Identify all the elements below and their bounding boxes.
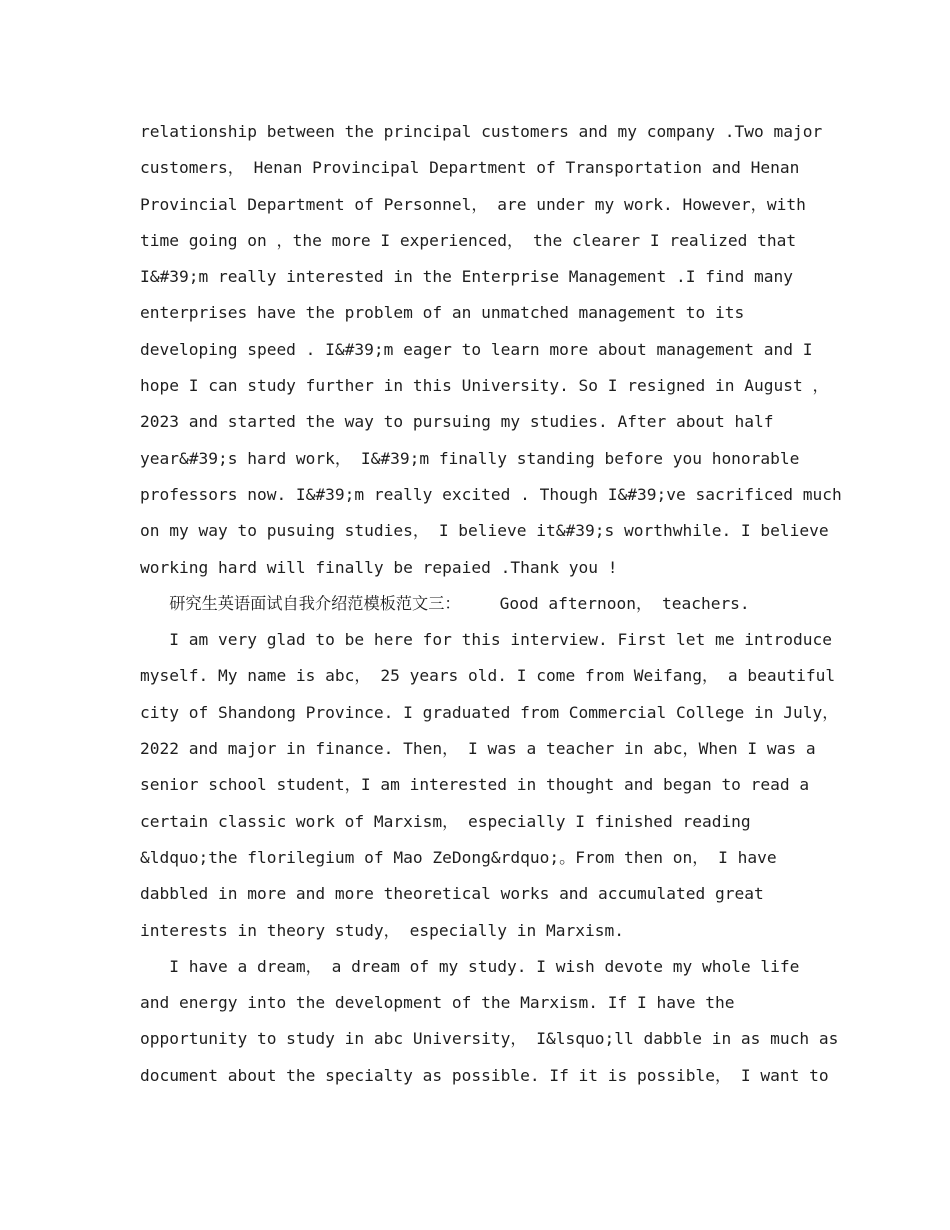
text-line: customers， Henan Provincipal Department of Transportation and Henan xyxy=(140,158,800,178)
text-line: document about the specialty as possible. If it is possible， I want to xyxy=(140,1065,829,1085)
text-line: I have a dream， a dream of my study. I wish devote my whole life xyxy=(140,956,800,976)
text-line: 2022 and major in finance. Then， I was a teacher in abc，When I was a xyxy=(140,739,816,759)
text-line: on my way to pusuing studies， I believe it&#39;s worthwhile. I believe xyxy=(140,521,829,541)
text-line: relationship between the principal customers and my company .Two major xyxy=(140,122,823,141)
text-line: professors now. I&#39;m really excited . Though I&#39;ve sacrificed much xyxy=(140,484,842,504)
text-line: hope I can study further in this University. So I resigned in August ， xyxy=(140,376,829,396)
text-line: enterprises have the problem of an unmatched management to its xyxy=(140,303,745,323)
text-line: time going on ，the more I experienced， the clearer I realized that xyxy=(140,230,797,250)
text-line: certain classic work of Marxism， especially I finished reading xyxy=(140,811,751,831)
text-line: 2023 and started the way to pursuing my studies. After about half xyxy=(140,412,774,432)
text-line: senior school student，I am interested in thought and began to read a xyxy=(140,775,810,795)
section-heading-line: 研究生英语面试自我介绍范模板范文三： Good afternoon， teachers. xyxy=(140,593,750,613)
text-line: myself. My name is abc， 25 years old. I come from Weifang， a beautiful xyxy=(140,666,836,686)
text-line: and energy into the development of the Marxism. If I have the xyxy=(140,993,735,1013)
text-line: I am very glad to be here for this interview. First let me introduce xyxy=(140,630,832,650)
text-line: &ldquo;the florilegium of Mao ZeDong&rdquo;。From then on， I have xyxy=(140,847,777,867)
text-line: dabbled in more and more theoretical works and accumulated great xyxy=(140,884,764,904)
document-body xyxy=(140,114,842,1094)
text-line: developing speed . I&#39;m eager to learn more about management and I xyxy=(140,339,813,359)
text-line: year&#39;s hard work， I&#39;m finally standing before you honorable xyxy=(140,448,800,468)
text-line: I&#39;m really interested in the Enterprise Management .I find many xyxy=(140,267,793,287)
text-line: opportunity to study in abc University， I&lsquo;ll dabble in as much as xyxy=(140,1029,839,1049)
text-line: city of Shandong Province. I graduated from Commercial College in July， xyxy=(140,702,839,722)
text-line: interests in theory study， especially in Marxism. xyxy=(140,920,624,940)
text-line: Provincial Department of Personnel， are under my work. However，with xyxy=(140,194,806,214)
text-line: working hard will finally be repaied .Thank you ! xyxy=(140,557,618,577)
